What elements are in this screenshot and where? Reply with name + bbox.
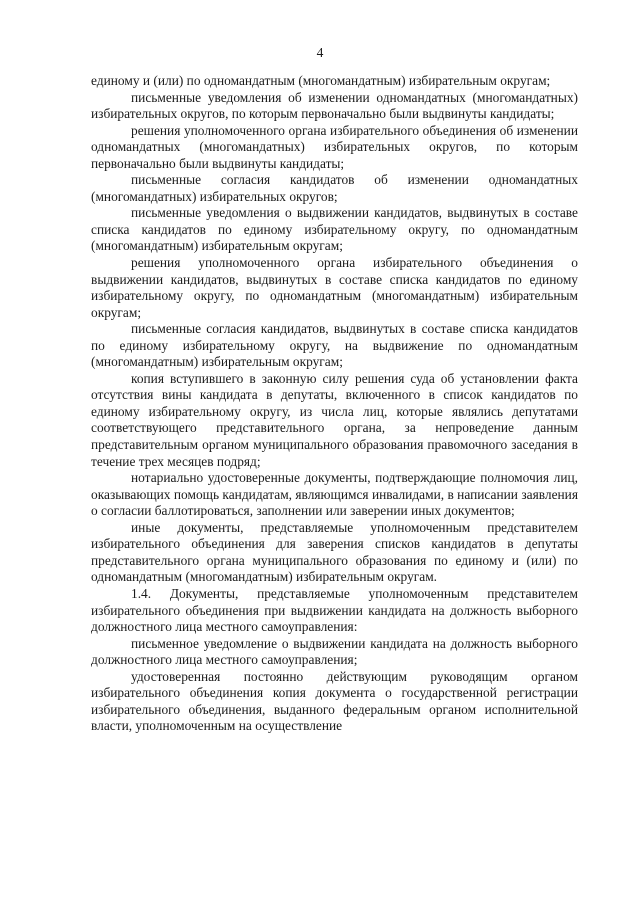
paragraph-12: удостоверенная постоянно действующим руководящим органом избирательного объединения копия документа о государственной регистрации избирательного объединения, выданного федеральным органом исполнительной власти, уполномоченным на осуществление: [91, 668, 578, 734]
paragraph-9: иные документы, представляемые уполномоченным представителем избирательного объединения для заверения списков кандидатов в депутаты представительного органа муниципального образования по единому и (или) по одномандатным (многомандатным) избирательным округам.: [91, 519, 578, 585]
paragraph-1: письменные уведомления об изменении одномандатных (многомандатных) избирательных округов, по которым первоначально были выдвинуты кандидаты;: [91, 89, 578, 122]
paragraph-3: письменные согласия кандидатов об изменении одномандатных (многомандатных) избирательных округов;: [91, 172, 578, 204]
document-body: [91, 73, 578, 735]
paragraph-10-section-1-4: 1.4. Документы, представляемые уполномоченным представителем избирательного объединения при выдвижении кандидата на должность выборного должностного лица местного самоуправления:: [91, 585, 578, 635]
paragraph-6: письменные согласия кандидатов, выдвинутых в составе списка кандидатов по единому избирательному округу, на выдвижение по одномандатным (многомандатным) избирательным округам;: [91, 321, 578, 370]
page-number: 4: [316, 45, 324, 60]
paragraph-7: копия вступившего в законную силу решения суда об установлении факта отсутствия вины кандидата в депутаты, включенного в список кандидатов по единому избирательному округу, из числа лиц, которые являлись депутатами соответствующего представительного органа, за непроведение данным представительным органом муниципального образования правомочного заседания в течение трех месяцев подряд;: [91, 370, 578, 469]
paragraph-4: письменные уведомления о выдвижении кандидатов, выдвинутых в составе списка кандидатов по единому избирательному округу, по одномандатным (многомандатным) избирательным округам;: [91, 205, 578, 254]
paragraph-0: единому и (или) по одномандатным (многомандатным) избирательным округам;: [91, 73, 551, 88]
paragraph-11: письменное уведомление о выдвижении кандидата на должность выборного должностного лица местного самоуправления;: [91, 635, 578, 668]
paragraph-8: нотариально удостоверенные документы, подтверждающие полномочия лиц, оказывающих помощь кандидатам, являющимся инвалидами, в написании заявления о согласии баллотироваться, заполнении или заверении иных документов;: [91, 470, 578, 519]
paragraph-2: решения уполномоченного органа избирательного объединения об изменении одномандатных (многомандатных) избирательных округов, по которым первоначально были выдвинуты кандидаты;: [91, 122, 578, 171]
paragraph-5: решения уполномоченного органа избирательного объединения о выдвижении кандидатов, выдвинутых в составе списка кандидатов по единому избирательному округу, по одномандатным (многомандатным) избирательным округам;: [91, 255, 578, 320]
